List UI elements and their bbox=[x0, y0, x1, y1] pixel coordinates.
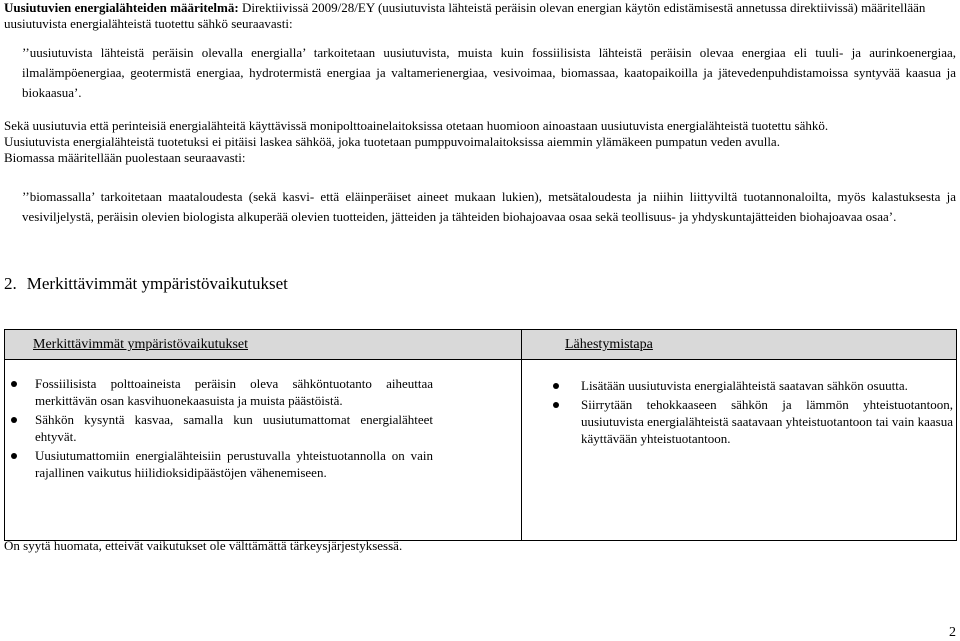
approach-column bbox=[581, 377, 953, 449]
list-item: Siirrytään tehokkaaseen sähkön ja lämmön yhteistuotantoon, uusiutuvista energialähteistä saatavaan yhteistuotantoon tai vain kaasua käyttävään yhteistuotantoon. bbox=[581, 396, 953, 447]
impacts-table bbox=[4, 329, 957, 541]
renewable-energy-definition-quote: ’’uusiutuvista lähteistä peräisin olevalla energialla’ tarkoitetaan uusiutuvista, muista kuin fossiilisista lähteistä peräisin olevaa energiaa eli tuuli- ja aurinkoenergiaa, ilmalämpöenergiaa, geotermistä energiaa, hydrotermistä energiaa ja valtamerienergiaa, vesivoimaa, biomassaa, kaatopaikoilla ja jätevedenpuhdistamoissa syntyvää kaasua ja biokaasua’. bbox=[22, 45, 956, 100]
pumped-storage-paragraph: Uusiutuvista energialähteistä tuotetuksi ei pitäisi laskea sähköä, joka tuotetaan pumppuvoimalaitoksissa aiemmin ylämäkeen pumpatun veden avulla. bbox=[4, 134, 780, 149]
table-column-divider bbox=[521, 330, 522, 540]
intro-paragraph bbox=[4, 0, 956, 32]
impacts-column bbox=[35, 375, 433, 483]
bullet-icon bbox=[11, 381, 17, 387]
section-number: 2. bbox=[4, 274, 17, 293]
bullet-icon bbox=[11, 417, 17, 423]
page-number: 2 bbox=[949, 625, 956, 640]
biomass-intro-paragraph: Biomassa määritellään puolestaan seuraavasti: bbox=[4, 150, 246, 165]
bullet-icon bbox=[11, 453, 17, 459]
list-item: Sähkön kysyntä kasvaa, samalla kun uusiutumattomat energialähteet ehtyvät. bbox=[35, 411, 433, 445]
list-item: Uusiutumattomiin energialähteisiin perustuvalla yhteistuotannolla on vain rajallinen vaikutus hiilidioksidipäästöjen vähenemiseen. bbox=[35, 447, 433, 481]
section-heading bbox=[4, 274, 288, 294]
table-header-approach: Lähestymistapa bbox=[565, 337, 653, 352]
intro-bold-label: Uusiutuvien energialähteiden määritelmä: bbox=[4, 0, 239, 15]
bullet-icon bbox=[553, 402, 559, 408]
intro-text: Direktiivissä 2009/28/EY (uusiutuvista lähteistä peräisin olevan energian käytön edistämisestä annetussa direktiivissä) määritellään uusiutuvista energialähteistä tuotettu sähkö seuraavasti: bbox=[4, 0, 926, 31]
multifuel-paragraph: Sekä uusiutuvia että perinteisiä energialähteitä käyttävissä monipolttoainelaitoksissa otetaan huomioon ainoastaan uusiutuvista energialähteistä tuotettu sähkö. bbox=[4, 118, 829, 133]
table-header-impacts: Merkittävimmät ympäristövaikutukset bbox=[33, 337, 249, 352]
ordering-note: On syytä huomata, etteivät vaikutukset ole välttämättä tärkeysjärjestyksessä. bbox=[4, 538, 403, 553]
approach-list bbox=[581, 377, 953, 447]
list-item: Lisätään uusiutuvista energialähteistä saatavan sähkön osuutta. bbox=[581, 377, 953, 394]
impacts-list bbox=[35, 375, 433, 481]
bullet-icon bbox=[553, 383, 559, 389]
list-item: Fossiilisista polttoaineista peräisin oleva sähköntuotanto aiheuttaa merkittävän osan kasvihuonekaasuista ja muista päästöistä. bbox=[35, 375, 433, 409]
section-title: Merkittävimmät ympäristövaikutukset bbox=[26, 274, 288, 293]
biomass-definition-quote: ’’biomassalla’ tarkoitetaan maataloudesta (sekä kasvi- että eläinperäiset aineet mukaan lukien), metsätaloudesta ja niihin liittyviltä tuotannonaloilta, myös kalastuksesta ja vesiviljelystä, peräisin olevien biologista alkuperää olevien tuotteiden, jätteiden ja tähteiden biohajoavaa osaa sekä teollisuus- ja yhdyskuntajätteiden biohajoavaa osaa’. bbox=[22, 189, 956, 224]
